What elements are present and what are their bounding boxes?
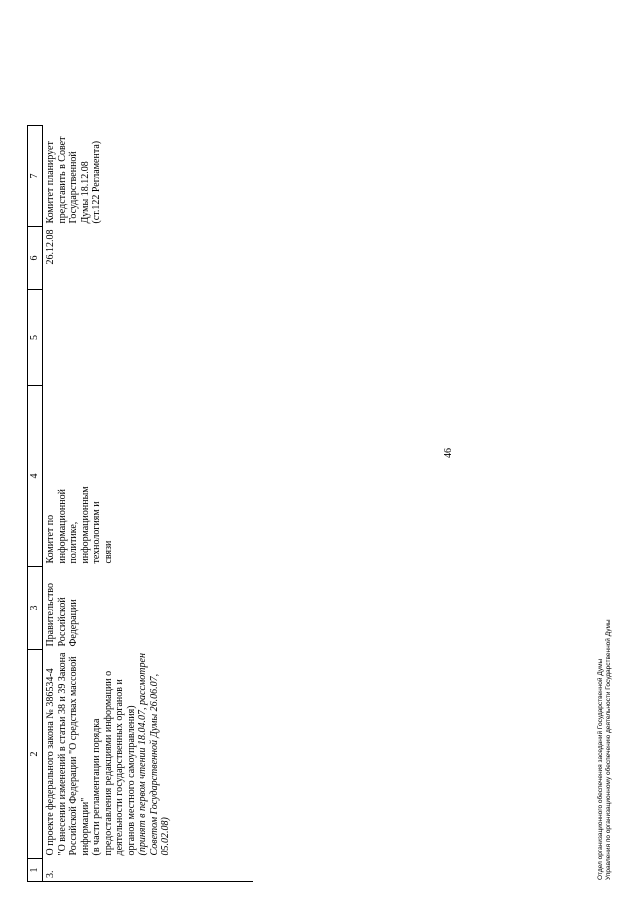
bill-status-line: Советом Государственной Думы 26.06.07,: [148, 673, 160, 856]
committee-line: информационной: [56, 489, 68, 564]
bill-scope-line: органов местного самоуправления): [125, 705, 137, 856]
note-line: Комитет планирует: [45, 141, 56, 224]
column-header-4: 4: [28, 386, 43, 567]
initiator-line: Российской: [56, 597, 68, 647]
column-header-2: 2: [28, 650, 43, 859]
table-header-row: [28, 126, 43, 882]
bill-scope-line: (в части регламентации порядка: [91, 718, 102, 856]
note-line: Думы 18.12.08: [79, 161, 91, 224]
committee-line: связи: [102, 540, 114, 564]
note-line: представить в Совет: [56, 136, 68, 224]
footer: [597, 619, 612, 880]
bill-status-line: (принят в первом чтении 18.04.07, рассмотрен: [137, 653, 148, 856]
page-number: 46: [443, 448, 454, 458]
note-line: Государственной: [68, 151, 79, 224]
committee-line: Комитет по: [45, 514, 56, 564]
planned-date: 26.12.08: [43, 227, 254, 290]
note: [43, 126, 254, 227]
footer-line-1: Отдел организационного обеспечения заседаний Государственной Думы: [597, 658, 604, 880]
column-header-6: 6: [28, 227, 43, 290]
bill-title-line: информации": [79, 797, 91, 856]
column-5-cell: [43, 290, 254, 386]
bill-title-line: "О внесении изменений в статьи 38 и 39 Закона: [56, 652, 68, 856]
initiator-line: Правительство: [45, 582, 56, 647]
committee-line: политике,: [68, 521, 79, 564]
footer-line-2: Управления по организационному обеспечению деятельности Государственной Думы: [604, 619, 612, 880]
responsible-committee: [43, 386, 254, 567]
bill-scope-line: предоставления редакциями информации о: [102, 670, 114, 856]
committee-line: технологиям и: [91, 501, 102, 564]
bill-scope-line: деятельности государственных органов и: [114, 679, 125, 856]
column-header-3: 3: [28, 567, 43, 650]
bill-title-line: Российской Федерации "О средствах массовой: [68, 656, 79, 856]
column-header-7: 7: [28, 126, 43, 227]
column-header-5: 5: [28, 290, 43, 386]
table-row: [43, 126, 254, 882]
bill-description: [43, 650, 254, 859]
row-number: 3.: [43, 859, 254, 882]
committee-line: информационным: [79, 486, 91, 564]
initiator-line: Федерации: [68, 599, 79, 647]
bill-table: [27, 125, 253, 882]
initiator: [43, 567, 254, 650]
bill-status-line: 05.02.08): [160, 817, 171, 856]
column-header-1: 1: [28, 859, 43, 882]
note-line: (ст.122 Регламента): [91, 140, 102, 224]
bill-title-line: О проекте федерального закона № 386534-4: [45, 668, 56, 856]
